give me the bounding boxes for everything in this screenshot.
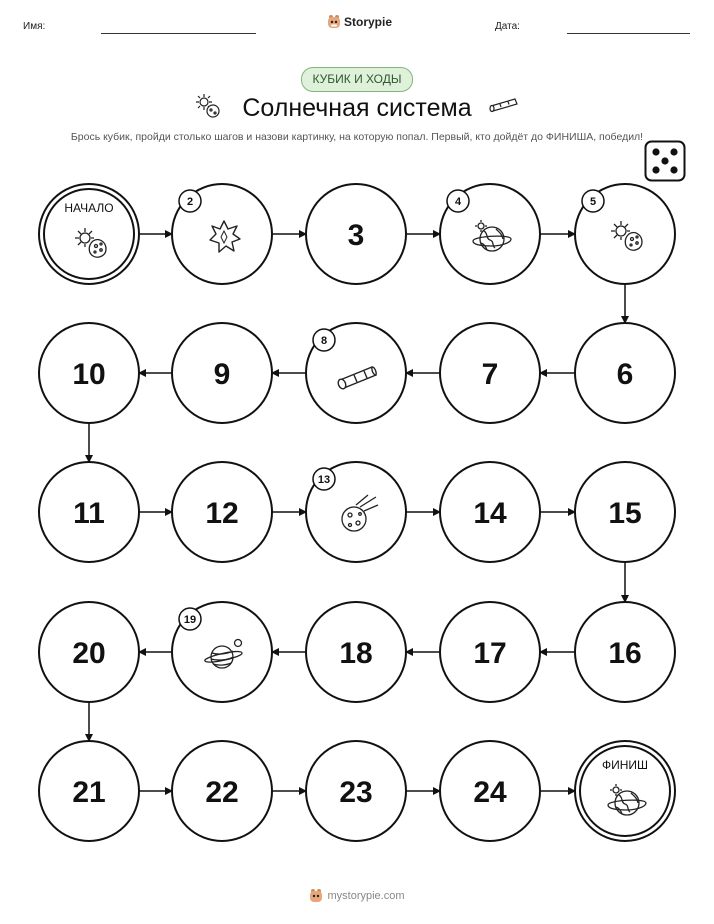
board-space-24 (440, 741, 540, 841)
board-space-22 (172, 741, 272, 841)
space-number-badge: 19 (183, 614, 197, 626)
space-number-badge: 2 (186, 196, 194, 208)
board-space-3 (306, 184, 406, 284)
space-number: 9 (213, 358, 231, 391)
space-number: 24 (473, 776, 507, 809)
finish-label: ФИНИШ (601, 758, 649, 772)
board-space-14 (440, 462, 540, 562)
board-space-18 (306, 602, 406, 702)
board-space-21 (39, 741, 139, 841)
page-title: Солнечная система (242, 94, 472, 122)
space-number-badge: 13 (317, 474, 331, 486)
board-space-20 (39, 602, 139, 702)
footer (0, 888, 714, 904)
board-space-11 (39, 462, 139, 562)
board-space-12 (172, 462, 272, 562)
board-space-9 (172, 323, 272, 423)
start-space (39, 184, 139, 284)
space-number: 22 (205, 776, 239, 809)
space-number-badge: 4 (454, 196, 462, 208)
space-number: 12 (205, 497, 239, 530)
board-space-17 (440, 602, 540, 702)
space-number: 11 (73, 497, 105, 530)
space-number-badge: 8 (320, 335, 328, 347)
board-space-5 (575, 184, 675, 284)
board-space-19 (172, 602, 272, 702)
board-space-23 (306, 741, 406, 841)
space-number: 10 (72, 358, 106, 391)
space-number: 17 (473, 637, 507, 670)
storypie-mascot-icon (309, 888, 323, 904)
space-number: 20 (72, 637, 106, 670)
space-number-badge: 5 (589, 196, 597, 208)
board-space-16 (575, 602, 675, 702)
space-number: 23 (339, 776, 373, 809)
space-number: 7 (481, 358, 499, 391)
finish-space (575, 741, 675, 841)
name-label: Имя: (23, 21, 46, 32)
board-space-8 (306, 323, 406, 423)
activity-tag: КУБИК И ХОДЫ (301, 67, 413, 92)
board-space-6 (575, 323, 675, 423)
space-number: 16 (608, 637, 642, 670)
space-number: 18 (339, 637, 373, 670)
space-number: 14 (473, 497, 507, 530)
space-number: 3 (347, 219, 365, 252)
board-space-15 (575, 462, 675, 562)
footer-site: mystorypie.com (327, 890, 405, 902)
date-label: Дата: (495, 21, 520, 32)
brand-name: Storypie (344, 15, 393, 29)
start-label: НАЧАЛО (64, 201, 114, 215)
space-number: 21 (72, 776, 106, 809)
board-space-2 (172, 184, 272, 284)
board-space-7 (440, 323, 540, 423)
board-space-13 (306, 462, 406, 562)
instructions: Брось кубик, пройди столько шагов и назови картинку, на которую попал. Первый, кто дойдёт до ФИНИША, победил! (70, 131, 644, 143)
space-number: 6 (616, 358, 634, 391)
board-space-4 (440, 184, 540, 284)
space-number: 15 (608, 497, 642, 530)
board-space-10 (39, 323, 139, 423)
